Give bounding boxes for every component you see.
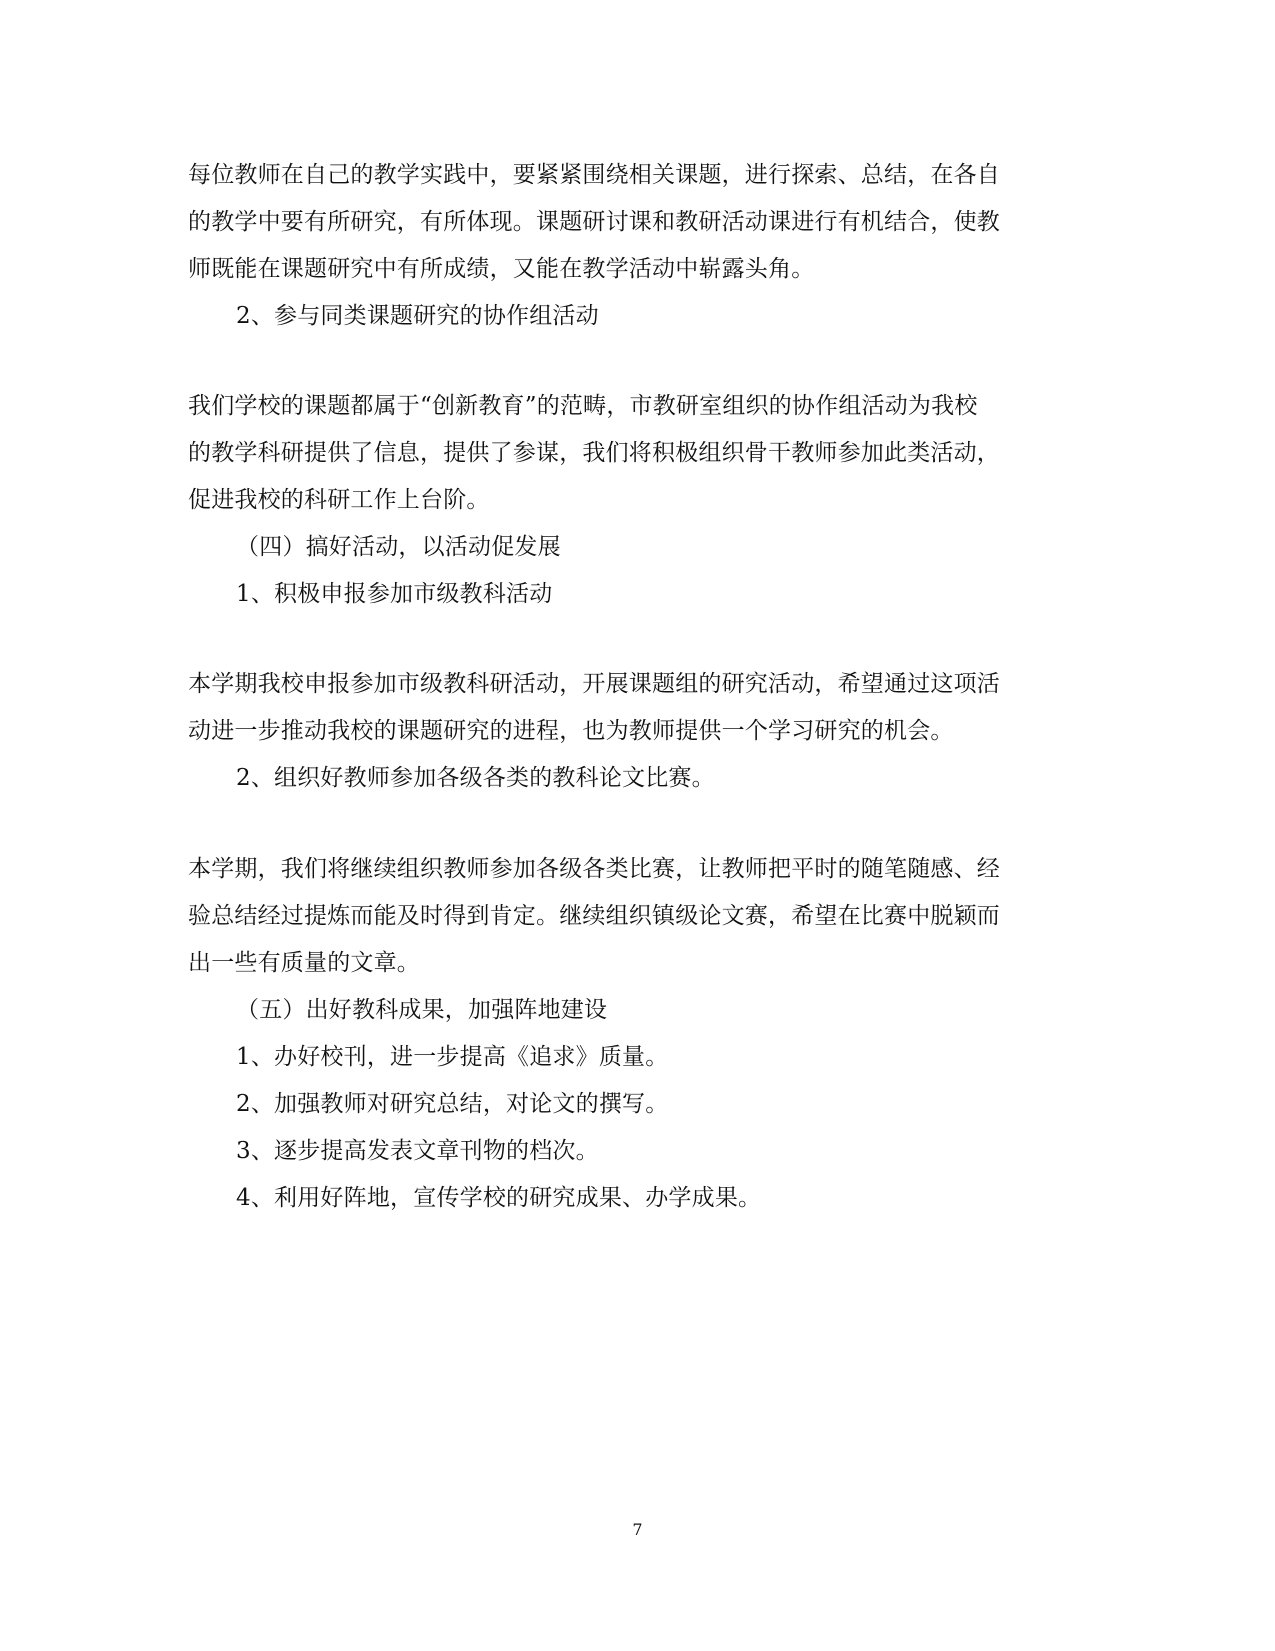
text-line: 出一些有质量的文章。 [188, 950, 420, 976]
text-line: 每位教师在自己的教学实践中，要紧紧围绕相关课题，进行探索、总结，在各自 [188, 162, 1000, 188]
section-heading: （四）搞好活动，以活动促发展 [236, 534, 561, 560]
section-heading: （五）出好教科成果，加强阵地建设 [236, 997, 608, 1023]
text-line: 验总结经过提炼而能及时得到肯定。继续组织镇级论文赛，希望在比赛中脱颖而 [188, 903, 1000, 929]
section-heading: 2、组织好教师参加各级各类的教科论文比赛。 [236, 765, 715, 791]
list-item: 4、利用好阵地，宣传学校的研究成果、办学成果。 [236, 1185, 762, 1211]
section-heading: 1、积极申报参加市级教科活动 [236, 581, 553, 607]
text-line: 的教学科研提供了信息，提供了参谋，我们将积极组织骨干教师参加此类活动， [188, 440, 1000, 466]
text-line: 我们学校的课题都属于“创新教育”的范畴，市教研室组织的协作组活动为我校 [188, 393, 978, 419]
section-heading: 2、参与同类课题研究的协作组活动 [236, 303, 599, 329]
text-line: 本学期，我们将继续组织教师参加各级各类比赛，让教师把平时的随笔随感、经 [188, 856, 1000, 882]
list-item: 2、加强教师对研究总结，对论文的撰写。 [236, 1091, 669, 1117]
list-item: 3、逐步提高发表文章刊物的档次。 [236, 1138, 599, 1164]
text-line: 本学期我校申报参加市级教科研活动，开展课题组的研究活动，希望通过这项活 [188, 671, 1000, 697]
text-line: 促进我校的科研工作上台阶。 [188, 487, 490, 513]
list-item: 1、办好校刊，进一步提高《追求》质量。 [236, 1044, 669, 1070]
text-line: 动进一步推动我校的课题研究的进程，也为教师提供一个学习研究的机会。 [188, 718, 954, 744]
page-number: 7 [632, 1520, 643, 1539]
text-line: 师既能在课题研究中有所成绩，又能在教学活动中崭露头角。 [188, 256, 815, 282]
text-line: 的教学中要有所研究，有所体现。课题研讨课和教研活动课进行有机结合，使教 [188, 209, 1000, 235]
